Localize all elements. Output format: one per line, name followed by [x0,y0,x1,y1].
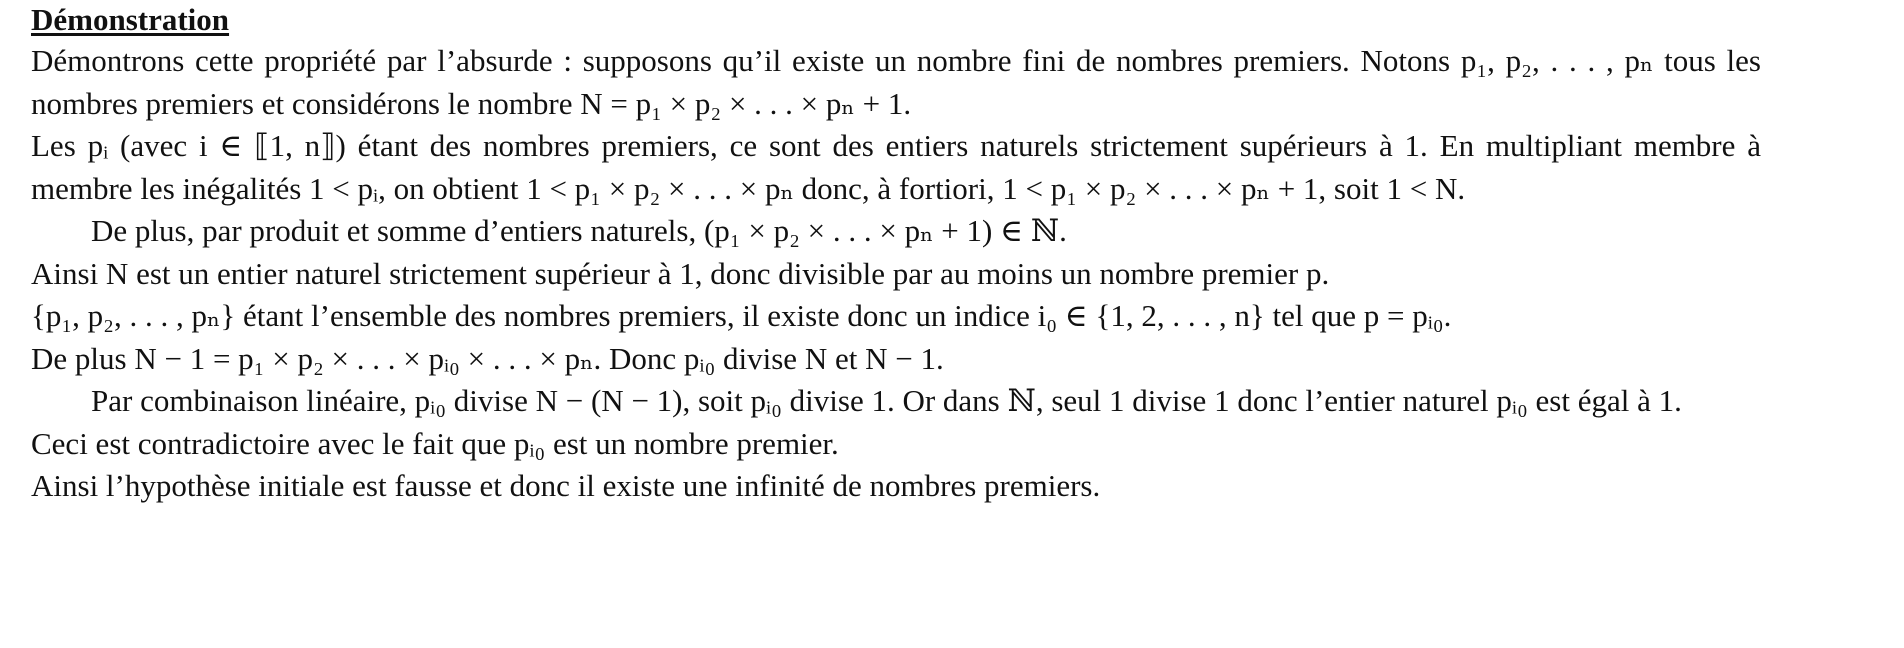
paragraph-n-minus-one: De plus N − 1 = p₁ × p₂ × . . . × pᵢ₀ × . . . × pₙ. Donc pᵢ₀ divise N et N − 1. [31,340,944,376]
paragraph-divisible: Ainsi N est un entier naturel strictement supérieur à 1, donc divisible par au moins un nombre premier p. [31,255,1330,291]
section-title: Démonstration [31,2,230,37]
proof-body [31,40,1761,508]
paragraph-index: {p₁, p₂, . . . , pₙ} étant l’ensemble des nombres premiers, il existe donc un indice i₀ ∈ {1, 2, . . . , n} tel que p = pᵢ₀. [31,298,1452,333]
paragraph-contradiction: Ceci est contradictoire avec le fait que pᵢ₀ est un nombre premier. [31,425,839,461]
paragraph-hypothesis: Démontrons cette propriété par l’absurde : supposons qu’il existe un nombre fini de nombres premiers. Notons p₁, p₂, . . . , pₙ tous les nombres premiers et considérons le nombre N = p₁ × p₂ × . . . × pₙ + 1. [31,43,1761,121]
paragraph-linear-combination: Par combinaison linéaire, pᵢ₀ divise N − (N − 1), soit pᵢ₀ divise 1. Or dans ℕ, seul 1 divise 1 donc l’entier naturel pᵢ₀ est égal à 1. [91,383,1682,418]
paragraph-natural: De plus, par produit et somme d’entiers naturels, (p₁ × p₂ × . . . × pₙ + 1) ∈ ℕ. [91,213,1067,248]
paragraph-conclusion: Ainsi l’hypothèse initiale est fausse et donc il existe une infinité de nombres premiers. [31,468,1101,503]
paragraph-inequality: Les pᵢ (avec i ∈ ⟦1, n⟧) étant des nombres premiers, ce sont des entiers naturels strictement supérieurs à 1. En multipliant membre à membre les inégalités 1 < pᵢ, on obtient 1 < p₁ × p₂ × . . . × pₙ donc, à fortiori, 1 < p₁ × p₂ × . . . × pₙ + 1, soit 1 < N. [31,128,1761,206]
